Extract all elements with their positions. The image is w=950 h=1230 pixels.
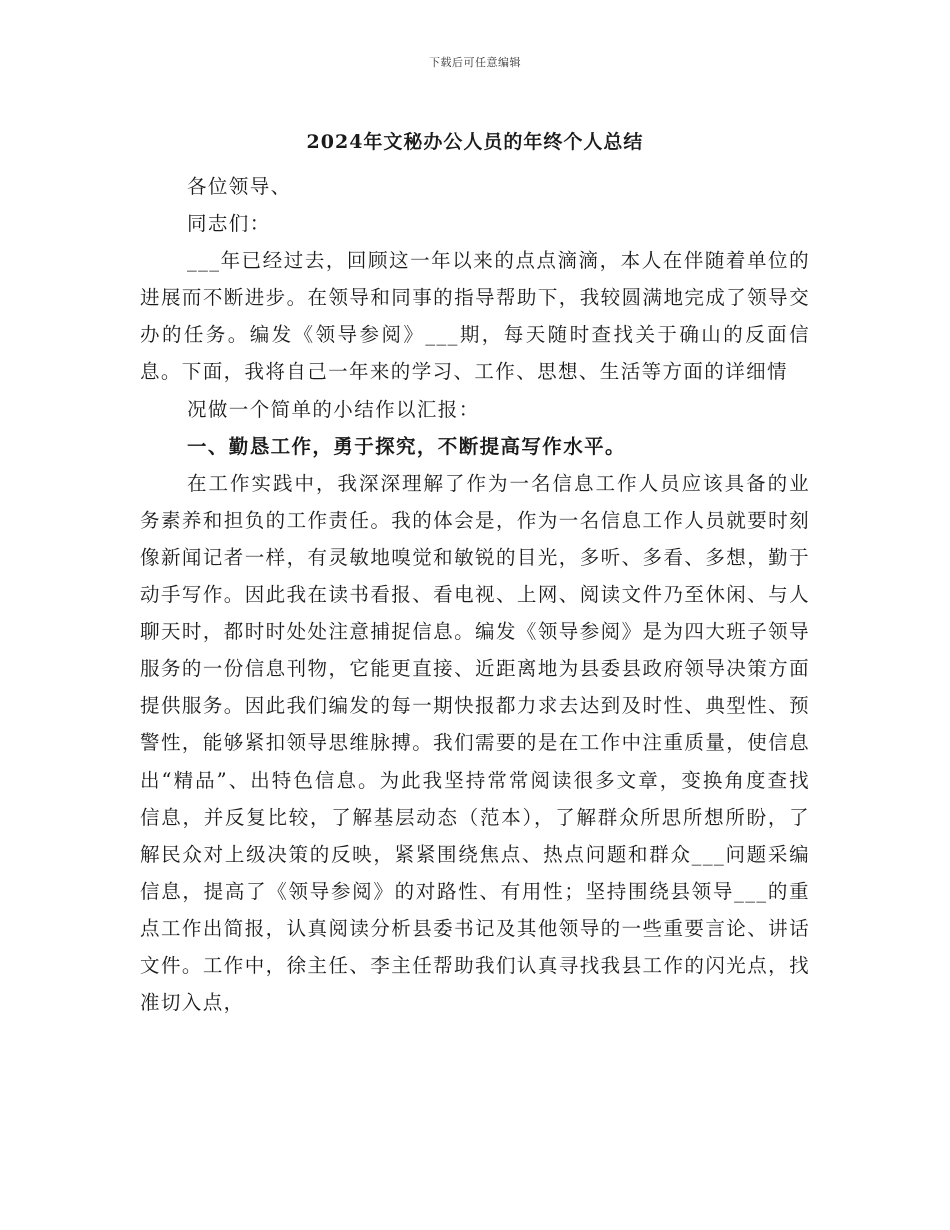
header-note: 下载后可任意编辑: [429, 56, 521, 69]
section-1-heading: 一、勤恳工作，勇于探究，不断提高写作水平。: [187, 434, 626, 458]
salutation-line-2: 同志们：: [187, 212, 271, 236]
document-body: [140, 168, 810, 1021]
intro-continuation: 况做一个简单的小结作以汇报：: [187, 397, 480, 421]
intro-paragraph: ___年已经过去，回顾这一年以来的点点滴滴，本人在伴随着单位的进展而不断进步。在领导和同事的指导帮助下，我较圆满地完成了领导交办的任务。编发《领导参阅》___期，每天随时查找关于确山的反面信息。下面，我将自己一年来的学习、工作、思想、生活等方面的详细情: [140, 249, 810, 384]
section-1-body: 在工作实践中，我深深理解了作为一名信息工作人员应该具备的业务素养和担负的工作责任。我的体会是，作为一名信息工作人员就要时刻像新闻记者一样，有灵敏地嗅觉和敏锐的目光，多听、多看、多想，勤于动手写作。因此我在读书看报、看电视、上网、阅读文件乃至休闲、与人聊天时，都时时处处注意捕捉信息。编发《领导参阅》是为四大班子领导服务的一份信息刊物，它能更直接、近距离地为县委县政府领导决策方面提供服务。因此我们编发的每一期快报都力求去达到及时性、典型性、预警性，能够紧扣领导思维脉搏。我们需要的是在工作中注重质量，使信息出“精品”、出特色信息。为此我坚持常常阅读很多文章，变换角度查找信息，并反复比较，了解基层动态（范本），了解群众所思所想所盼，了解民众对上级决策的反映，紧紧围绕焦点、热点问题和群众___问题采编信息，提高了《领导参阅》的对路性、有用性；坚持围绕县领导___的重点工作出简报，认真阅读分析县委书记及其他领导的一些重要言论、讲话文件。工作中，徐主任、李主任帮助我们认真寻找我县工作的闪光点，找准切入点，: [140, 471, 810, 1015]
salutation-line-1: 各位领导、: [187, 175, 292, 198]
document-title: 2024年文秘办公人员的年终个人总结: [306, 131, 644, 153]
